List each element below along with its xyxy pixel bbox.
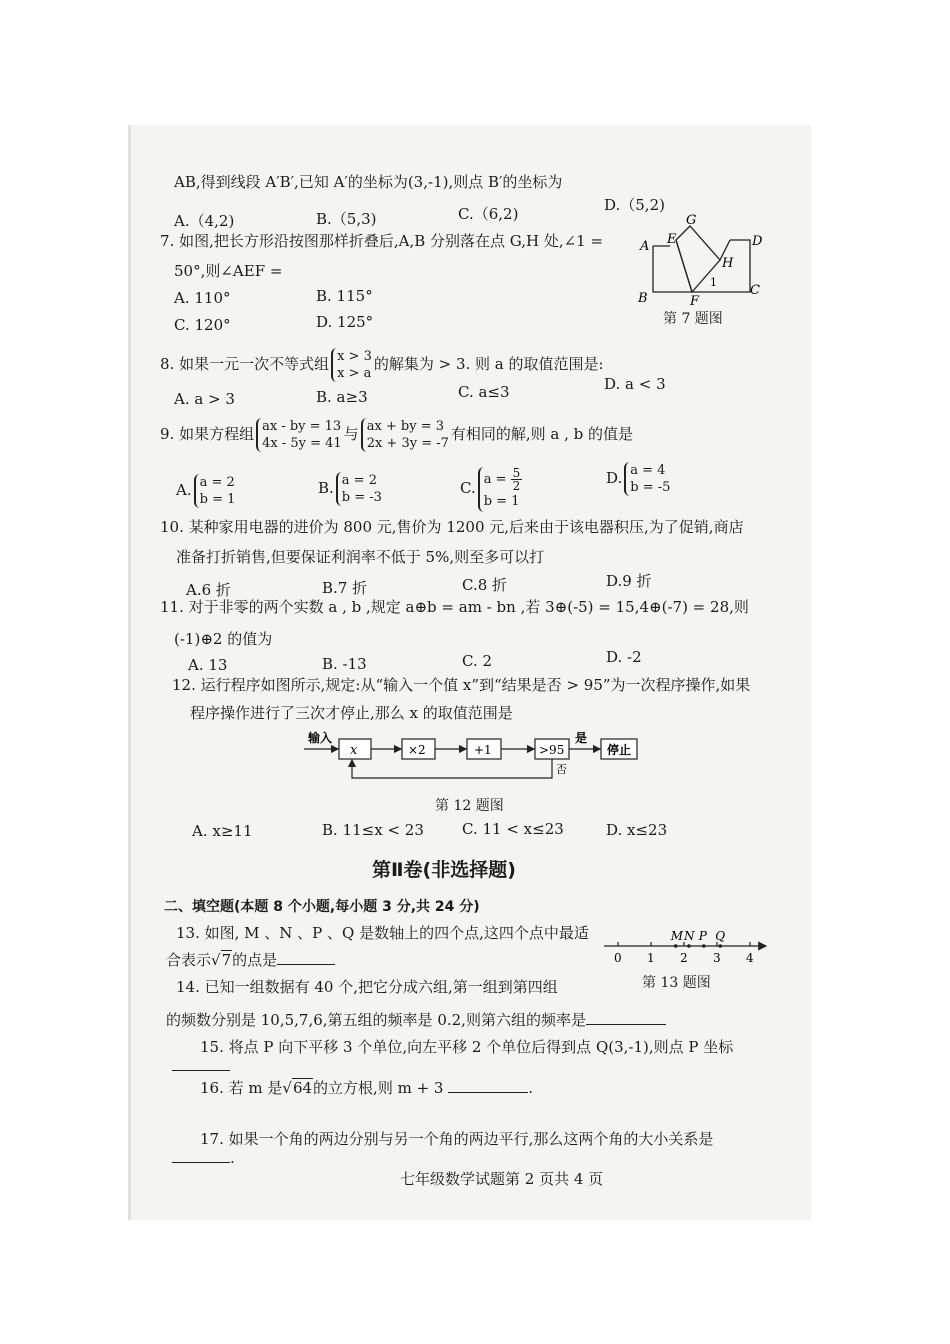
q16-answer-blank [448,1078,528,1093]
q14-answer-blank [586,1010,666,1025]
q9-option-c-line1: a = [483,471,507,487]
q7-rectangle-edge [653,240,750,292]
q9-sys2-line1: ax + by = 3 [366,419,445,434]
q9-option-c-denominator: 2 [512,478,521,493]
q7-stem-line1: 7. 如图,把长方形沿按图那样折叠后,A,B 分别落在点 G,H 处,∠1 = [160,232,604,250]
q9-option-a [176,470,237,510]
q17-line1: 17. 如果一个角的两边分别与另一个角的两边平行,那么这两个角的大小关系是 [200,1130,714,1148]
q9-sys2-line2: 2x + 3y = -7 [366,436,449,451]
q7-label-angle-1: 1 [710,276,717,289]
q7-option-c: C. 120° [174,316,231,334]
q12-flow-yes: 是 [575,731,588,745]
q7-option-a: A. 110° [174,289,231,307]
q9-option-c-numerator: 5 [512,465,521,480]
q12-flow-loop-back [352,759,552,778]
q12-option-a: A. x≥11 [192,822,253,840]
q8-stem [160,344,604,384]
q13-line2-pre: 合表示 [166,951,212,969]
q7-label-e: E [667,232,677,247]
q7-option-d: D. 125° [316,313,374,331]
q9-stem-post: 有相同的解,则 a , b 的值是 [450,425,634,443]
q12-option-b: B. 11≤x < 23 [322,821,424,839]
q10-option-a: A.6 折 [186,581,231,599]
q13-sqrt-sign: √ [211,951,221,969]
section-2-heading: 二、填空题(本题 8 个小题,每小题 3 分,共 24 分) [164,899,480,915]
q10-line2: 准备打折销售,但要保证利润率不低于 5%,则至多可以打 [176,548,545,566]
q8-stem-post: 的解集为 > 3. 则 a 的取值范围是: [373,355,604,373]
q16-post: 的立方根,则 m + 3 [313,1079,444,1097]
q11-option-a: A. 13 [188,656,228,674]
q6-option-d: D.（5,2) [604,196,665,214]
q9-option-d-line2: b = -5 [630,480,671,495]
q9-option-d-label: D. [606,469,623,487]
q17-answer-blank [172,1148,230,1163]
q17-end: . [230,1149,235,1167]
q13-line2 [166,950,335,969]
q12-flow-plus1: +1 [474,743,492,757]
q16-pre: 16. 若 m 是 [200,1079,283,1097]
q12-flow-compare: >95 [539,743,565,757]
q9-option-c [460,458,524,518]
q9-stem-pre: 9. 如果方程组 [160,425,255,443]
q7-stem-line2: 50°,则∠AEF = [174,262,283,280]
q9-option-c-fraction [511,467,523,492]
q7-label-h: H [722,256,734,271]
q9-sys1-line1: ax - by = 13 [262,419,342,434]
q6-option-b: B.（5,3) [316,210,377,228]
q9-system-2 [361,418,449,452]
q8-option-a: A. a > 3 [174,390,235,408]
q13-tick-label-0: 0 [614,951,622,965]
q13-point-P [702,944,706,948]
q15-line1: 15. 将点 P 向下平移 3 个单位,向左平移 2 个单位后得到点 Q(3,-1),则点 P 坐标 [200,1038,734,1056]
q13-answer-blank [277,950,335,965]
q13-sqrt-value: 7 [221,951,232,969]
q9-option-c-line2: b = 1 [483,493,520,509]
q16-end: . [528,1079,534,1097]
q7-label-a: A [640,239,650,254]
q13-line1: 13. 如图, M 、N 、P 、Q 是数轴上的四个点,这四个点中最适 [176,924,589,942]
q13-point-N [687,944,691,948]
q7-caption: 第 7 题图 [663,311,723,327]
q8-stem-pre: 8. 如果一元一次不等式组 [160,355,330,373]
q13-tick-label-1: 1 [647,951,655,965]
q9-option-d [606,458,672,498]
q9-option-a-system [194,474,236,508]
q9-option-a-line2: b = 1 [199,492,236,507]
q7-label-d: D [752,234,763,249]
q9-option-b-system [336,472,382,506]
q13-caption: 第 13 题图 [642,975,711,991]
q9-option-d-system [624,462,670,496]
q12-flow-stop: 停止 [607,743,632,757]
q15-answer-line [172,1056,230,1075]
q11-option-b: B. -13 [322,655,367,673]
q8-sys-line2: x > a [337,366,372,381]
q14-line2-text: 的频数分别是 10,5,7,6,第五组的频率是 0.2,则第六组的频率是 [166,1011,586,1029]
q13-point-label-N: N [683,929,695,943]
q13-point-Q [719,944,723,948]
q9-option-c-label: C. [460,479,476,497]
q9-system-1 [256,418,342,452]
q7-option-b: B. 115° [316,287,373,305]
q17-answer-line [172,1148,235,1167]
q9-option-b-label: B. [318,479,334,497]
q7-label-f: F [690,294,700,309]
q11-line1: 11. 对于非零的两个实数 a , b ,规定 a⊕b = am - bn ,若 3⊕(-5) = 15,4⊕(-7) = 28,则 [160,598,749,616]
q7-label-b: B [638,291,648,306]
q12-option-c: C. 11 < x≤23 [462,820,564,838]
q8-option-d: D. a < 3 [604,375,666,393]
q12-option-d: D. x≤23 [606,821,668,839]
q10-option-c: C.8 折 [462,576,508,594]
q16-line [200,1078,533,1097]
q13-tick-label-2: 2 [680,951,688,965]
q13-point-M [674,944,678,948]
q9-sys1-line2: 4x - 5y = 41 [262,436,342,451]
q9-option-c-system [478,467,523,512]
q13-point-label-M: M [670,929,684,943]
q9-mid: 与 [343,425,359,443]
q14-line1: 14. 已知一组数据有 40 个,把它分成六组,第一组到第四组 [176,978,558,996]
q13-line2-post: 的点是 [232,951,278,969]
q9-option-a-line1: a = 2 [199,475,235,490]
q8-inequality-system [331,348,372,382]
q8-option-c: C. a≤3 [458,383,510,401]
q10-option-d: D.9 折 [606,572,652,590]
q14-line2 [166,1010,666,1029]
q13-tick-label-3: 3 [713,951,721,965]
q12-flow-no: 否 [556,763,567,776]
q11-option-d: D. -2 [606,648,642,666]
q11-line2: (-1)⊕2 的值为 [174,630,273,648]
q12-flowchart [300,728,645,784]
q6-stem: AB,得到线段 A′B′,已知 A′的坐标为(3,-1),则点 B′的坐标为 [174,173,563,191]
q8-option-b: B. a≥3 [316,388,368,406]
q9-option-b [318,468,384,508]
q12-line2: 程序操作进行了三次才停止,那么 x 的取值范围是 [190,704,513,722]
q12-line1: 12. 运行程序如图所示,规定:从“输入一个值 x”到“结果是否 > 95”为一次程序操作,如果 [172,676,751,694]
q7-label-c: C [750,283,760,298]
q12-flow-input-label: 输入 [308,731,333,745]
q9-stem [160,414,633,454]
q13-point-label-P: P [698,929,707,943]
q6-option-a: A.（4,2) [174,212,235,230]
q12-caption: 第 12 题图 [435,798,504,814]
q7-label-g: G [686,213,697,228]
section-2-title: 第Ⅱ卷(非选择题) [372,859,516,881]
q12-flow-times2: ×2 [408,743,426,757]
q10-line1: 10. 某种家用电器的进价为 800 元,售价为 1200 元,后来由于该电器积压,为了促销,商店 [160,518,744,536]
q9-option-d-line1: a = 4 [630,463,666,478]
q11-option-c: C. 2 [462,652,493,670]
q9-option-b-line2: b = -3 [341,490,382,505]
q8-sys-line1: x > 3 [337,349,372,364]
q9-option-a-label: A. [176,481,192,499]
q12-flow-x: x [350,743,358,758]
q9-option-b-line1: a = 2 [341,473,377,488]
page-footer: 七年级数学试题第 2 页共 4 页 [400,1170,604,1188]
q15-answer-blank [172,1056,230,1071]
q13-number-line [598,928,778,970]
q13-tick-label-4: 4 [746,951,754,965]
q7-figure [632,210,772,310]
q10-option-b: B.7 折 [322,579,368,597]
q13-point-label-Q: Q [715,929,726,943]
q16-sqrt-sign: √ [282,1079,292,1097]
q16-sqrt-value: 64 [292,1079,313,1097]
q6-option-c: C.（6,2) [458,205,519,223]
